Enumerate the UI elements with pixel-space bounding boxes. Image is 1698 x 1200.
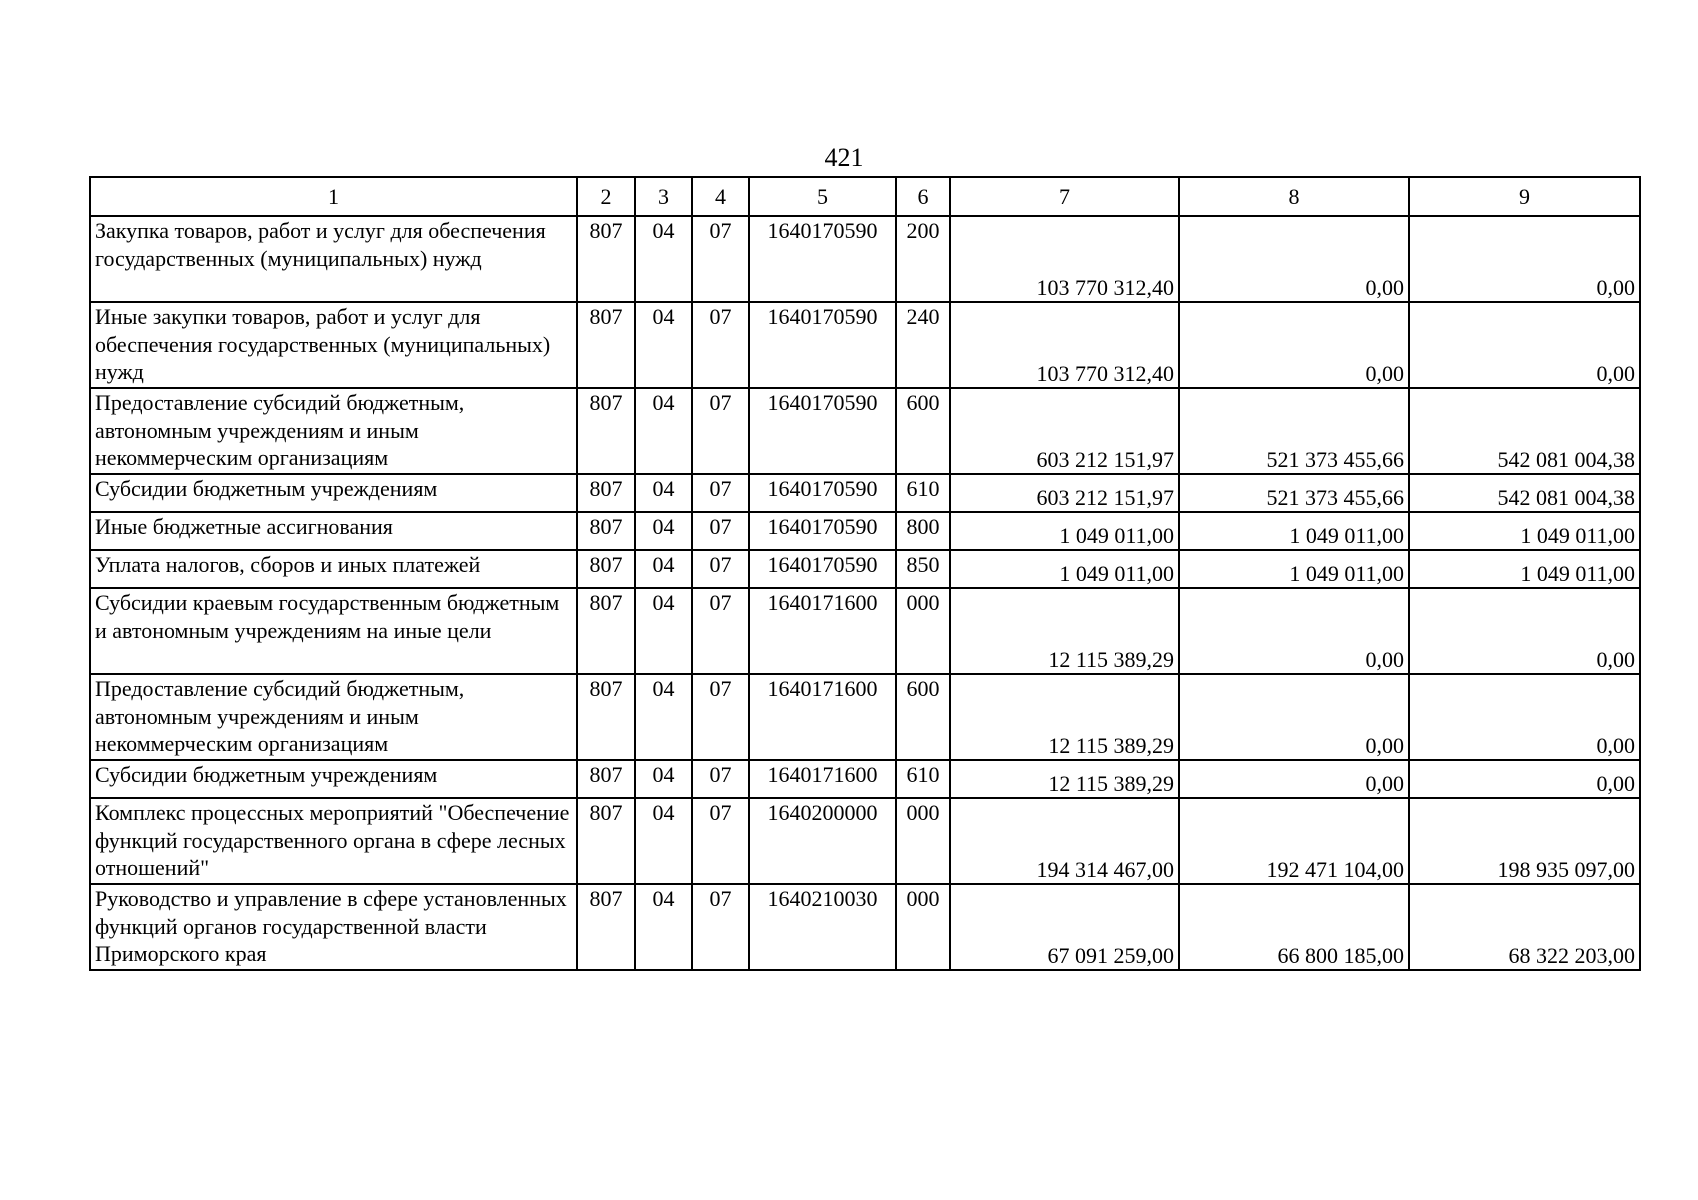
- cell-c2: 807: [577, 302, 635, 388]
- cell-c3: 04: [635, 474, 692, 512]
- row-name: Субсидии бюджетным учреждениям: [90, 474, 577, 512]
- cell-c8: 0,00: [1179, 588, 1409, 674]
- cell-c6: 240: [896, 302, 950, 388]
- cell-c2: 807: [577, 884, 635, 970]
- cell-c8: 521 373 455,66: [1179, 474, 1409, 512]
- cell-c9: 0,00: [1409, 674, 1640, 760]
- cell-c3: 04: [635, 884, 692, 970]
- cell-c4: 07: [692, 588, 749, 674]
- cell-c2: 807: [577, 550, 635, 588]
- cell-c5: 1640171600: [749, 588, 896, 674]
- cell-c6: 200: [896, 216, 950, 302]
- cell-c6: 000: [896, 884, 950, 970]
- cell-c8: 0,00: [1179, 674, 1409, 760]
- column-header: 1: [90, 177, 577, 216]
- row-name: Предоставление субсидий бюджетным, автономным учреждениям и иным некоммерческим организациям: [90, 388, 577, 474]
- page-number-text: 421: [824, 143, 864, 172]
- cell-c3: 04: [635, 302, 692, 388]
- table-row: [90, 302, 1640, 388]
- cell-c8: 0,00: [1179, 760, 1409, 798]
- column-header: 9: [1409, 177, 1640, 216]
- cell-c4: 07: [692, 760, 749, 798]
- row-name: Субсидии бюджетным учреждениям: [90, 760, 577, 798]
- cell-c9: 0,00: [1409, 588, 1640, 674]
- cell-c9: 1 049 011,00: [1409, 512, 1640, 550]
- cell-c9: 0,00: [1409, 302, 1640, 388]
- cell-c4: 07: [692, 550, 749, 588]
- cell-c2: 807: [577, 760, 635, 798]
- cell-c6: 600: [896, 388, 950, 474]
- column-header: 4: [692, 177, 749, 216]
- cell-c5: 1640170590: [749, 216, 896, 302]
- cell-c5: 1640170590: [749, 302, 896, 388]
- cell-c3: 04: [635, 760, 692, 798]
- row-name: Субсидии краевым государственным бюджетным и автономным учреждениям на иные цели: [90, 588, 577, 674]
- table-row: [90, 884, 1640, 970]
- cell-c4: 07: [692, 216, 749, 302]
- column-header: 7: [950, 177, 1179, 216]
- cell-c6: 000: [896, 798, 950, 884]
- cell-c2: 807: [577, 798, 635, 884]
- cell-c3: 04: [635, 216, 692, 302]
- cell-c7: 12 115 389,29: [950, 760, 1179, 798]
- budget-table: [89, 176, 1641, 971]
- cell-c3: 04: [635, 550, 692, 588]
- cell-c2: 807: [577, 474, 635, 512]
- cell-c7: 194 314 467,00: [950, 798, 1179, 884]
- table-row: [90, 388, 1640, 474]
- cell-c6: 000: [896, 588, 950, 674]
- cell-c7: 1 049 011,00: [950, 550, 1179, 588]
- header-row: [90, 177, 1640, 216]
- cell-c2: 807: [577, 512, 635, 550]
- cell-c4: 07: [692, 474, 749, 512]
- row-name: Закупка товаров, работ и услуг для обеспечения государственных (муниципальных) нужд: [90, 216, 577, 302]
- cell-c9: 0,00: [1409, 760, 1640, 798]
- cell-c8: 0,00: [1179, 302, 1409, 388]
- cell-c9: 198 935 097,00: [1409, 798, 1640, 884]
- cell-c6: 610: [896, 760, 950, 798]
- cell-c3: 04: [635, 388, 692, 474]
- table-row: [90, 474, 1640, 512]
- cell-c8: 521 373 455,66: [1179, 388, 1409, 474]
- cell-c9: 542 081 004,38: [1409, 474, 1640, 512]
- cell-c7: 103 770 312,40: [950, 302, 1179, 388]
- cell-c5: 1640171600: [749, 674, 896, 760]
- cell-c4: 07: [692, 798, 749, 884]
- cell-c8: 1 049 011,00: [1179, 512, 1409, 550]
- cell-c2: 807: [577, 216, 635, 302]
- row-name: Иные бюджетные ассигнования: [90, 512, 577, 550]
- cell-c5: 1640170590: [749, 474, 896, 512]
- cell-c4: 07: [692, 674, 749, 760]
- cell-c6: 850: [896, 550, 950, 588]
- cell-c5: 1640200000: [749, 798, 896, 884]
- page-number: [0, 143, 1698, 173]
- cell-c8: 66 800 185,00: [1179, 884, 1409, 970]
- cell-c7: 103 770 312,40: [950, 216, 1179, 302]
- column-header: 3: [635, 177, 692, 216]
- table-row: [90, 216, 1640, 302]
- cell-c2: 807: [577, 674, 635, 760]
- cell-c9: 542 081 004,38: [1409, 388, 1640, 474]
- cell-c4: 07: [692, 302, 749, 388]
- cell-c8: 1 049 011,00: [1179, 550, 1409, 588]
- cell-c7: 603 212 151,97: [950, 388, 1179, 474]
- column-header: 2: [577, 177, 635, 216]
- cell-c9: 0,00: [1409, 216, 1640, 302]
- column-header: 6: [896, 177, 950, 216]
- table-row: [90, 588, 1640, 674]
- cell-c3: 04: [635, 674, 692, 760]
- cell-c3: 04: [635, 512, 692, 550]
- cell-c8: 192 471 104,00: [1179, 798, 1409, 884]
- column-header: 8: [1179, 177, 1409, 216]
- cell-c5: 1640170590: [749, 388, 896, 474]
- row-name: Руководство и управление в сфере установленных функций органов государственной власти Приморского края: [90, 884, 577, 970]
- cell-c2: 807: [577, 388, 635, 474]
- cell-c7: 603 212 151,97: [950, 474, 1179, 512]
- cell-c6: 600: [896, 674, 950, 760]
- cell-c4: 07: [692, 512, 749, 550]
- cell-c5: 1640170590: [749, 512, 896, 550]
- cell-c6: 800: [896, 512, 950, 550]
- cell-c7: 12 115 389,29: [950, 588, 1179, 674]
- cell-c9: 1 049 011,00: [1409, 550, 1640, 588]
- row-name: Уплата налогов, сборов и иных платежей: [90, 550, 577, 588]
- cell-c4: 07: [692, 884, 749, 970]
- row-name: Иные закупки товаров, работ и услуг для обеспечения государственных (муниципальных) нужд: [90, 302, 577, 388]
- table-row: [90, 760, 1640, 798]
- cell-c2: 807: [577, 588, 635, 674]
- cell-c4: 07: [692, 388, 749, 474]
- cell-c9: 68 322 203,00: [1409, 884, 1640, 970]
- cell-c7: 12 115 389,29: [950, 674, 1179, 760]
- cell-c7: 1 049 011,00: [950, 512, 1179, 550]
- cell-c5: 1640170590: [749, 550, 896, 588]
- row-name: Предоставление субсидий бюджетным, автономным учреждениям и иным некоммерческим организациям: [90, 674, 577, 760]
- row-name: Комплекс процессных мероприятий "Обеспечение функций государственного органа в сфере лесных отношений": [90, 798, 577, 884]
- table-row: [90, 550, 1640, 588]
- table-row: [90, 512, 1640, 550]
- table-row: [90, 674, 1640, 760]
- cell-c6: 610: [896, 474, 950, 512]
- cell-c5: 1640210030: [749, 884, 896, 970]
- table-row: [90, 798, 1640, 884]
- cell-c5: 1640171600: [749, 760, 896, 798]
- cell-c3: 04: [635, 588, 692, 674]
- cell-c3: 04: [635, 798, 692, 884]
- column-header: 5: [749, 177, 896, 216]
- cell-c8: 0,00: [1179, 216, 1409, 302]
- cell-c7: 67 091 259,00: [950, 884, 1179, 970]
